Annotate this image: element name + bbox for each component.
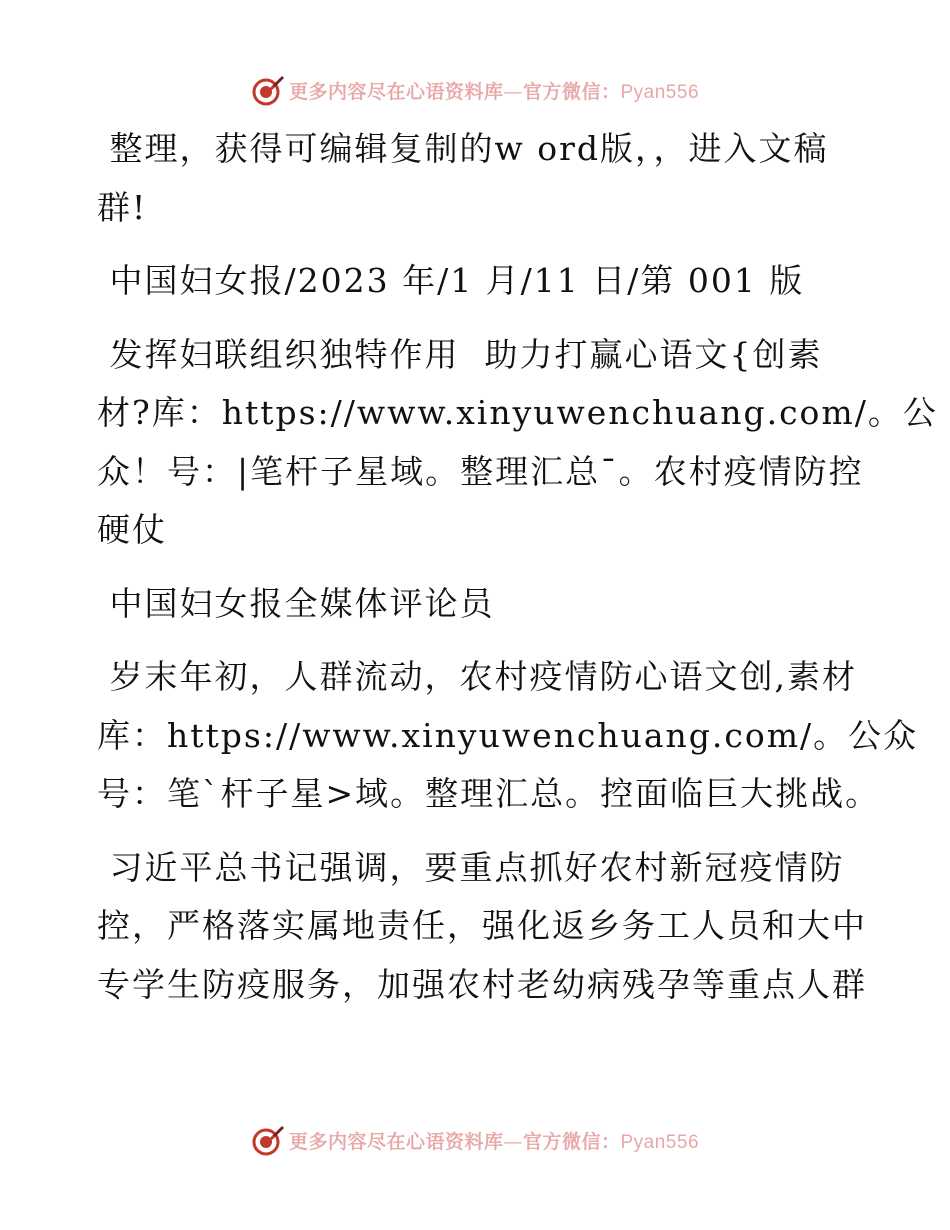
- text-line: 岁末年初，人群流动，农村疫情防心语文创,素材: [97, 657, 857, 696]
- paragraph-intro: [97, 120, 857, 237]
- text-line: 库：https://www.xinyuwenchuang.com/。公众: [97, 715, 919, 755]
- text-line: 整理，获得可编辑复制的w ord版，，进入文稿: [97, 129, 829, 168]
- document-body: [97, 120, 938, 1029]
- text-line: 专学生防疫服务，加强农村老幼病残孕等重点人群: [97, 964, 867, 1004]
- text-line: 群!: [97, 187, 148, 227]
- text-line: 中国妇女报全媒体评论员: [97, 583, 495, 623]
- text-line: 发挥妇联组织独特作用 助力打赢心语文{创素: [97, 334, 823, 374]
- text-line: 众！号：|笔杆子星域。整理汇总¯。农村疫情防控: [97, 451, 864, 491]
- brush-pen-circle-icon: [251, 73, 285, 107]
- text-line: 号：笔`杆子星>域。整理汇总。控面临巨大挑战。: [97, 774, 881, 813]
- text-line: 中国妇女报/2023 年/1 月/11 日/第 001 版: [97, 261, 805, 300]
- watermark-text: 更多内容尽在心语资料库—官方微信：Pyan556: [288, 1130, 700, 1153]
- paragraph-byline: [97, 575, 857, 634]
- text-line: 控，严格落实属地责任，强化返乡务工人员和大中: [97, 906, 867, 945]
- paragraph-body-2: [97, 839, 867, 1015]
- text-line: 硬仗: [97, 510, 167, 549]
- brush-pen-circle-icon: [251, 1123, 285, 1157]
- footer-watermark: [0, 1120, 950, 1160]
- paragraph-body-1: [97, 648, 919, 824]
- paragraph-source: [97, 252, 857, 311]
- watermark-text: 更多内容尽在心语资料库—官方微信：Pyan556: [288, 80, 700, 103]
- header-watermark: [0, 70, 950, 110]
- paragraph-title: [97, 326, 938, 560]
- text-line: 习近平总书记强调，要重点抓好农村新冠疫情防: [97, 847, 845, 887]
- text-line: 材?库：https://www.xinyuwenchuang.com/。公: [97, 393, 938, 432]
